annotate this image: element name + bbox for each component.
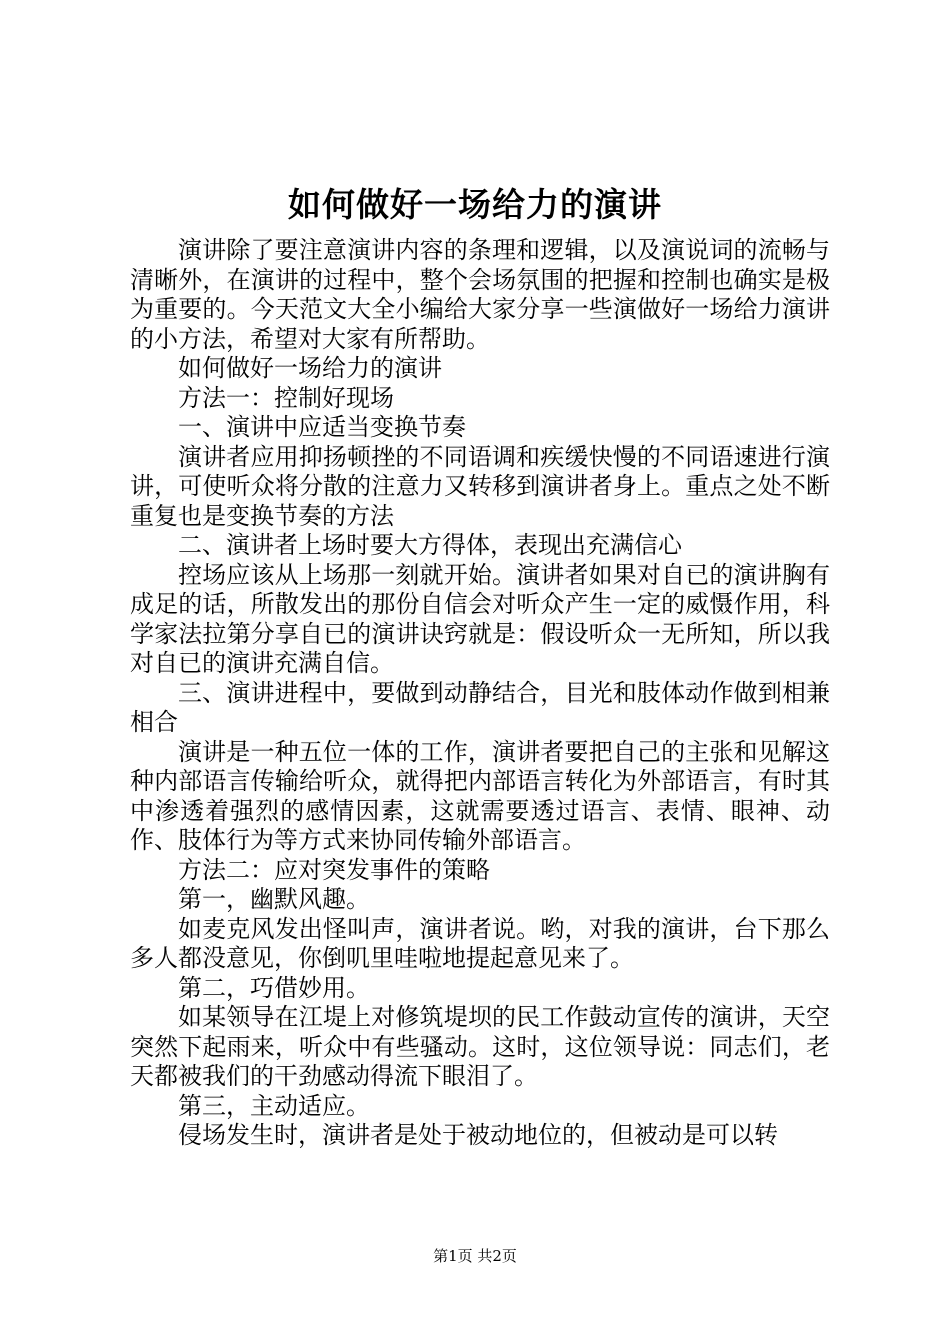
heading-point-two: 二、演讲者上场时要大方得体，表现出充满信心 xyxy=(178,531,682,559)
heading-second: 第二，巧借妙用。 xyxy=(178,973,370,1002)
paragraph-intro: 演讲除了要注意演讲内容的条理和逻辑，以及演说词的流畅与清晰外，在演讲的过程中，整个会场氛围的把握和控制也确实是极为重要的。今天范文大全小编给大家分享一些演做好一场给力演讲的小方法，希望对大家有所帮助。 xyxy=(130,236,830,353)
document-title: 如何做好一场给力的演讲 xyxy=(288,185,662,224)
heading-method-one: 方法一：控制好现场 xyxy=(178,383,394,412)
heading-first: 第一，幽默风趣。 xyxy=(178,885,370,913)
paragraph-point-three: 演讲是一种五位一体的工作，演讲者要把自己的主张和见解这种内部语言传输给听众，就得把内部语言转化为外部语言，有时其中渗透着强烈的感情因素，这就需要透过语言、表情、眼神、动作、肢体行为等方式来协同传输外部语言。 xyxy=(130,737,830,854)
page-footer: 第1页 共2页 xyxy=(433,1247,517,1265)
paragraph-third: 侵场发生时，演讲者是处于被动地位的，但被动是可以转 xyxy=(178,1121,778,1149)
paragraph-subtitle: 如何做好一场给力的演讲 xyxy=(178,354,442,382)
document-body xyxy=(130,236,830,1151)
heading-point-three: 三、演讲进程中，要做到动静结合，目光和肢体动作做到相兼相合 xyxy=(130,678,830,736)
heading-method-two: 方法二：应对突发事件的策略 xyxy=(178,855,490,884)
heading-third: 第三，主动适应。 xyxy=(178,1091,370,1120)
paragraph-point-two: 控场应该从上场那一刻就开始。演讲者如果对自已的演讲胸有成足的话，所散发出的那份自信会对听众产生一定的威慑作用，科学家法拉第分享自已的演讲诀窍就是：假设听众一无所知，所以我对自已的演讲充满自信。 xyxy=(130,560,830,677)
paragraph-point-one: 演讲者应用抑扬顿挫的不同语调和疾缓快慢的不同语速进行演讲，可使听众将分散的注意力又转移到演讲者身上。重点之处不断重复也是变换节奏的方法 xyxy=(130,442,830,530)
paragraph-second: 如某领导在江堤上对修筑堤坝的民工作鼓动宣传的演讲，天空突然下起雨来，听众中有些骚动。这时，这位领导说：同志们，老天都被我们的干劲感动得流下眼泪了。 xyxy=(130,1003,830,1090)
heading-point-one: 一、演讲中应适当变换节奏 xyxy=(178,413,466,441)
paragraph-first: 如麦克风发出怪叫声，演讲者说。哟，对我的演讲，台下那么多人都没意见，你倒叽里哇啦地提起意见来了。 xyxy=(130,914,830,972)
